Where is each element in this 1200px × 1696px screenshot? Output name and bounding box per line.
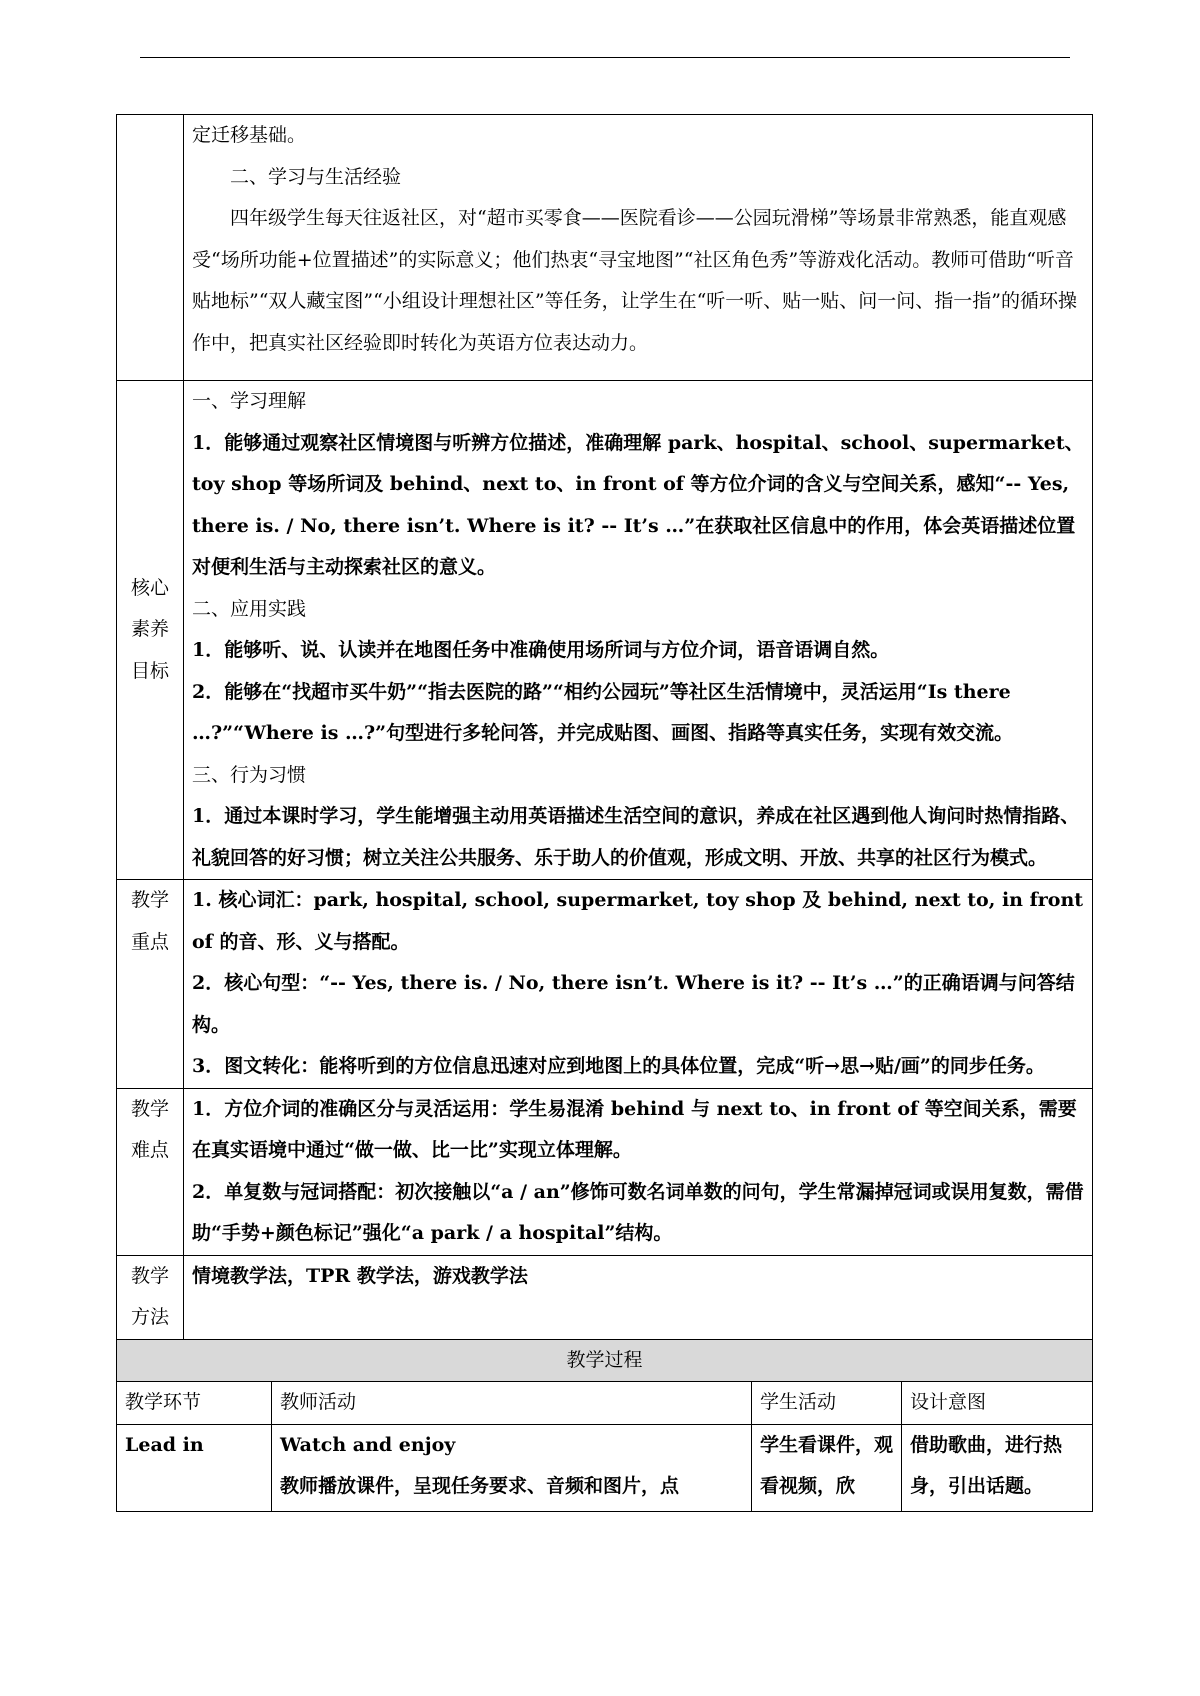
core-goals-label-cell: [117, 381, 184, 880]
difficult-point-item: 1．方位介词的准确区分与灵活运用：学生易混淆 behind 与 next to、in front of 等空间关系，需要在真实语境中通过“做一做、比一比”实现立体理解。: [192, 1097, 1077, 1161]
difficult-points-label-cell: [117, 1088, 184, 1255]
goal-item: 1．通过本课时学习，学生能增强主动用英语描述生活空间的意识，养成在社区遇到他人询问时热情指路、礼貌回答的好习惯；树立关注公共服务、乐于助人的价值观，形成文明、开放、共享的社区行为模式。: [192, 805, 1080, 869]
core-goals-content-cell: [184, 381, 1093, 880]
section-title-practice: 二、应用实践: [192, 597, 307, 620]
teacher-activity-title: Watch and enjoy: [280, 1433, 456, 1456]
goal-item: 1．能够听、说、认读并在地图任务中准确使用场所词与方位介词，语音语调自然。: [192, 639, 890, 661]
teaching-methods-label-line: 教学: [130, 1264, 169, 1287]
section-title-understanding: 一、学习理解: [192, 390, 307, 412]
core-goals-label-line: 素养: [130, 618, 169, 641]
core-goals-row: [117, 381, 1093, 880]
teacher-activity-text: 教师播放课件，呈现任务要求、音频和图片，点: [280, 1475, 680, 1497]
teaching-methods-content-cell: [184, 1255, 1093, 1339]
key-point-item: 3．图文转化：能将听到的方位信息迅速对应到地图上的具体位置，完成“听→思→贴/画”的同步任务。: [192, 1055, 1045, 1077]
teacher-activity-cell: [272, 1424, 752, 1511]
difficult-points-label-line: 教学: [130, 1097, 169, 1120]
continuation-line: 定迁移基础。: [192, 124, 307, 146]
teaching-methods-text: 情境教学法，TPR 教学法，游戏教学法: [192, 1264, 528, 1287]
header-rule: [140, 57, 1070, 58]
key-points-content-cell: [184, 880, 1093, 1089]
teaching-methods-row: [117, 1255, 1093, 1339]
column-header-stage: 教学环节: [117, 1382, 272, 1425]
teaching-process-table: [116, 1339, 1093, 1512]
goal-item: 2．能够在“找超市买牛奶”“指去医院的路”“相约公园玩”等社区生活情境中，灵活运用“Is there …?”“Where is …?”句型进行多轮问答，并完成贴图、画图、指路等真实任务，实现有效交流。: [192, 680, 1014, 744]
key-points-label-line: 重点: [130, 930, 169, 953]
section-title-habits: 三、行为习惯: [192, 763, 307, 786]
lesson-info-table: [116, 114, 1093, 1340]
key-points-label-line: 教学: [130, 889, 169, 911]
key-point-item: 2．核心句型：“-- Yes, there is. / No, there isn’t. Where is it? -- It’s …”的正确语调与问答结构。: [192, 972, 1075, 1036]
key-point-item: 1. 核心词汇：park, hospital, school, supermarket, toy shop 及 behind, next to, in front of 的音、形、义与搭配。: [192, 889, 1084, 953]
continuation-label-cell: [117, 115, 184, 381]
difficult-points-content-cell: [184, 1088, 1093, 1255]
key-points-label-cell: [117, 880, 184, 1089]
core-goals-label-line: 目标: [130, 659, 169, 682]
experience-heading: 二、学习与生活经验: [230, 165, 402, 188]
design-intent-cell: 借助歌曲，进行热身，引出话题。: [902, 1424, 1093, 1511]
lesson-plan-document: [116, 114, 1092, 1512]
teaching-methods-label-line: 方法: [130, 1306, 169, 1328]
teaching-process-title: 教学过程: [117, 1339, 1093, 1382]
continuation-content-cell: [184, 115, 1093, 381]
continuation-row: [117, 115, 1093, 381]
student-activity-cell: 学生看课件，观看视频，欣: [752, 1424, 902, 1511]
key-points-row: [117, 880, 1093, 1089]
core-goals-label-line: 核心: [130, 576, 169, 599]
difficult-point-item: 2．单复数与冠词搭配：初次接触以“a / an”修饰可数名词单数的问句，学生常漏掉冠词或误用复数，需借助“手势+颜色标记”强化“a park / a hospital”结构。: [192, 1180, 1084, 1244]
goal-item: 1．能够通过观察社区情境图与听辨方位描述，准确理解 park、hospital、school、supermarket、toy shop 等场所词及 behind、next to、in front of 等方位介词的含义与空间关系，感知“-- Yes, there is. / No, there isn’t. Where is it? -- It’s …”在获取社区信息中的作用，体会英语描述位置对便利生活与主动探索社区的意义。: [192, 431, 1084, 578]
experience-paragraph: 四年级学生每天往返社区，对“超市买零食——医院看诊——公园玩滑梯”等场景非常熟悉，能直观感受“场所功能+位置描述”的实际意义；他们热衷“寻宝地图”“社区角色秀”等游戏化活动。教师可借助“听音贴地标”“双人藏宝图”“小组设计理想社区”等任务，让学生在“听一听、贴一贴、问一问、指一指”的循环操作中，把真实社区经验即时转化为英语方位表达动力。: [192, 207, 1077, 354]
difficult-points-row: [117, 1088, 1093, 1255]
column-header-intent: 设计意图: [902, 1382, 1093, 1425]
column-header-student: 学生活动: [752, 1382, 902, 1425]
column-header-teacher: 教师活动: [272, 1382, 752, 1425]
stage-cell: Lead in: [117, 1424, 272, 1511]
teaching-methods-label-cell: [117, 1255, 184, 1339]
difficult-points-label-line: 难点: [130, 1139, 169, 1161]
